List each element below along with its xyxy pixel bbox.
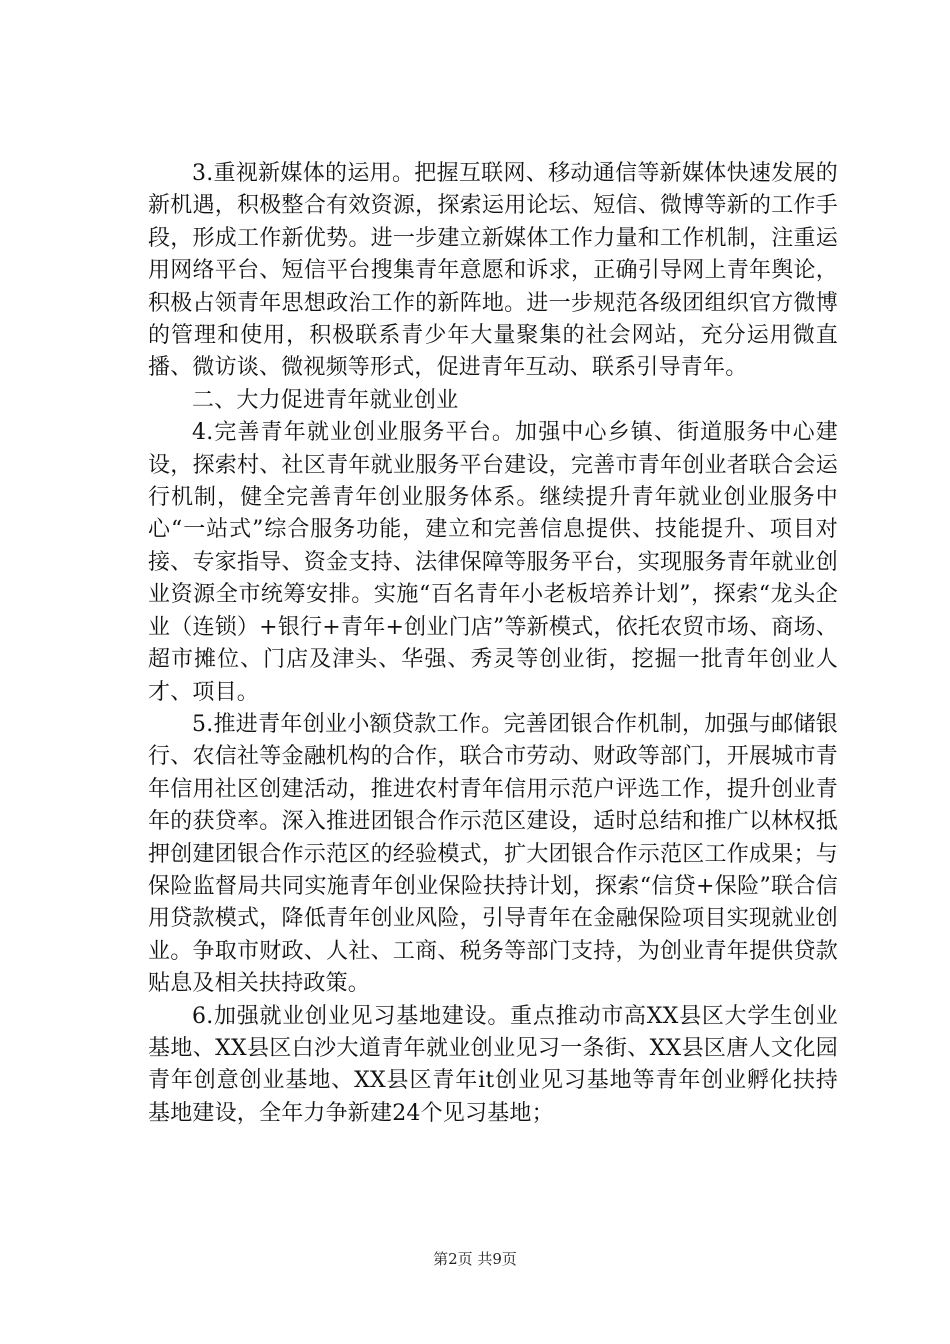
paragraph-new-media: 3.重视新媒体的运用。把握互联网、移动通信等新媒体快速发展的新机遇，积极整合有效资源，探索运用论坛、短信、微博等新的工作手段，形成工作新优势。进一步建立新媒体工作力量和工作机制，注重运用网络平台、短信平台搜集青年意愿和诉求，正确引导网上青年舆论，积极占领青年思想政治工作的新阵地。进一步规范各级团组织官方微博的管理和使用，积极联系青少年大量聚集的社会网站，充分运用微直播、微访谈、微视频等形式，促进青年互动、联系引导青年。 xyxy=(148,161,838,381)
paragraph-microloan: 5.推进青年创业小额贷款工作。完善团银合作机制，加强与邮储银行、农信社等金融机构的合作，联合市劳动、财政等部门，开展城市青年信用社区创建活动，推进农村青年信用示范户评选工作，提升创业青年的获贷率。深入推进团银合作示范区建设，适时总结和推广以林权抵押创建团银合作示范区的经验模式，扩大团银合作示范区工作成果；与保险监督局共同实施青年创业保险扶持计划，探索“信贷+保险”联合信用贷款模式，降低青年创业风险，引导青年在金融保险项目实现就业创业。争取市财政、人社、工商、税务等部门支持，为创业青年提供贷款贴息及相关扶持政策。 xyxy=(148,711,838,997)
section-heading-employment: 二、大力促进青年就业创业 xyxy=(192,387,459,413)
page-footer: 第2页 共9页 xyxy=(433,1250,517,1268)
document-body xyxy=(148,158,838,1130)
paragraph-internship-base: 6.加强就业创业见习基地建设。重点推动市高XX县区大学生创业基地、XX县区白沙大道青年就业创业见习一条街、XX县区唐人文化园青年创意创业基地、XX县区青年it创业见习基地等青年创业孵化扶持基地建设，全年力争新建24个见习基地； xyxy=(148,1003,838,1126)
paragraph-service-platform: 4.完善青年就业创业服务平台。加强中心乡镇、街道服务中心建设，探索村、社区青年就业服务平台建设，完善市青年创业者联合会运行机制，健全完善青年创业服务体系。继续提升青年就业创业服务中心“一站式”综合服务功能，建立和完善信息提供、技能提升、项目对接、专家指导、资金支持、法律保障等服务平台，实现服务青年就业创业资源全市统筹安排。实施“百名青年小老板培养计划”，探索“龙头企业（连锁）+银行+青年+创业门店”等新模式，依托农贸市场、商场、超市摊位、门店及津头、华强、秀灵等创业街，挖掘一批青年创业人才、项目。 xyxy=(148,420,838,705)
